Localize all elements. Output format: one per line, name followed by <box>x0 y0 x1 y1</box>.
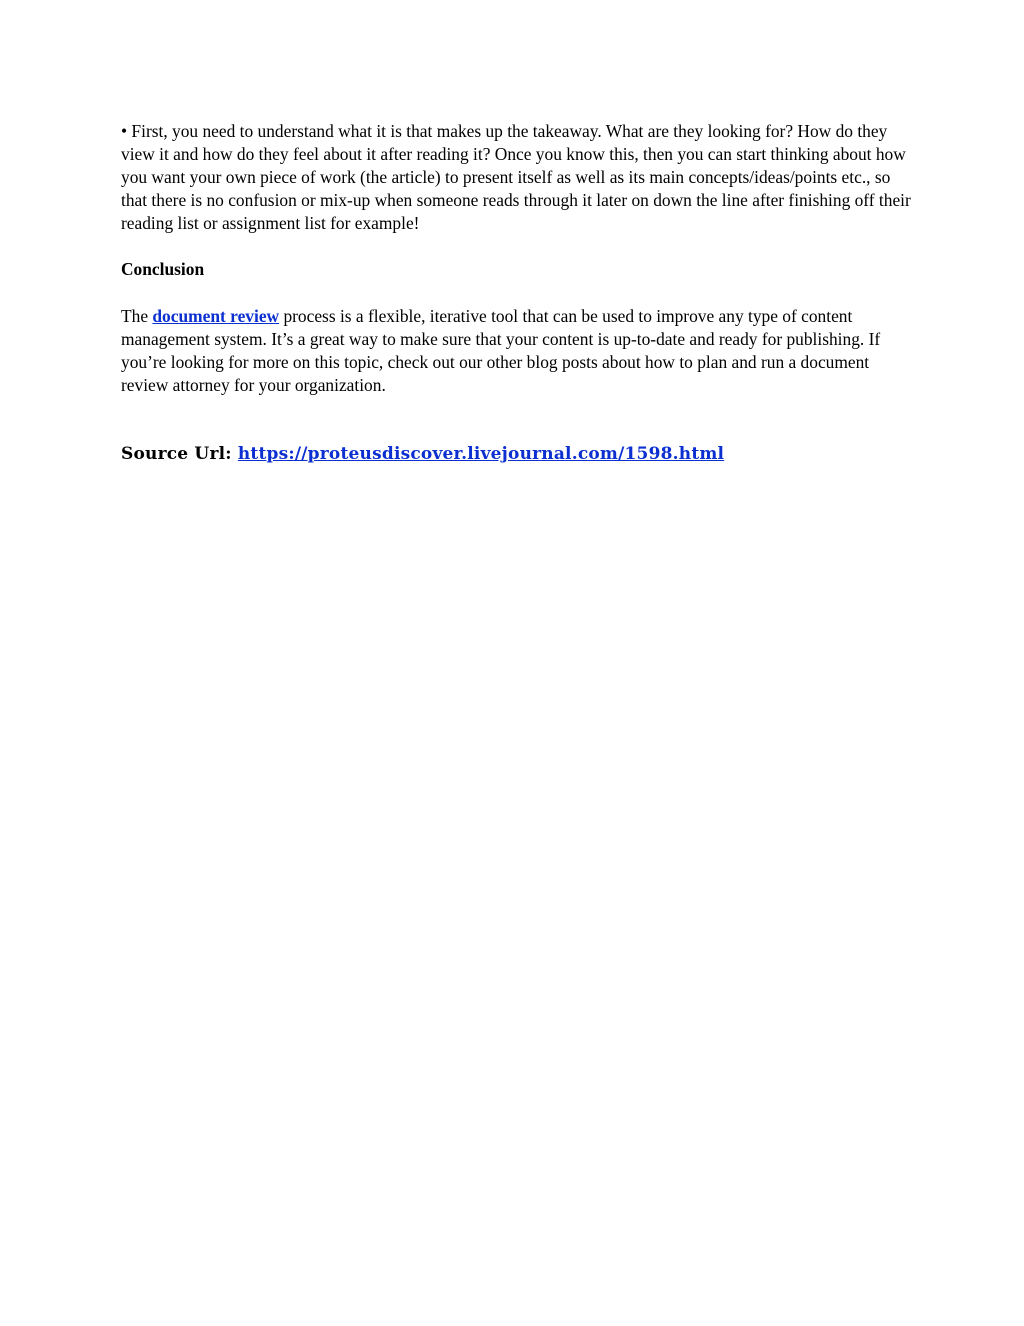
document-review-link[interactable]: document review <box>152 305 280 326</box>
bullet-paragraph: • First, you need to understand what it is that makes up the takeaway. What are they looking for? How do they view it and how do they feel about it after reading it? Once you know this, then you can start thinking about how you want your own piece of work (the article) to present itself as well as its main concepts/ideas/points etc., so that there is no confusion or mix-up when someone reads through it later on down the line after finishing off their reading list or assignment list for example! <box>121 121 911 234</box>
source-label: Source Url: <box>121 443 232 464</box>
conclusion-suffix: process is a flexible, iterative tool that can be used to improve any type of content management system. It’s a great way to make sure that your content is up-to-date and ready for publishing. If you’re looking for more on this topic, check out our other blog posts about how to plan and run a document review attorney for your organization. <box>121 305 881 395</box>
conclusion-prefix: The <box>121 305 153 326</box>
document-page <box>121 120 911 489</box>
source-url-link[interactable]: https://proteusdiscover.livejournal.com/1598.html <box>237 443 725 464</box>
source-line <box>121 443 911 466</box>
conclusion-paragraph <box>121 305 911 397</box>
conclusion-heading: Conclusion <box>121 259 205 280</box>
